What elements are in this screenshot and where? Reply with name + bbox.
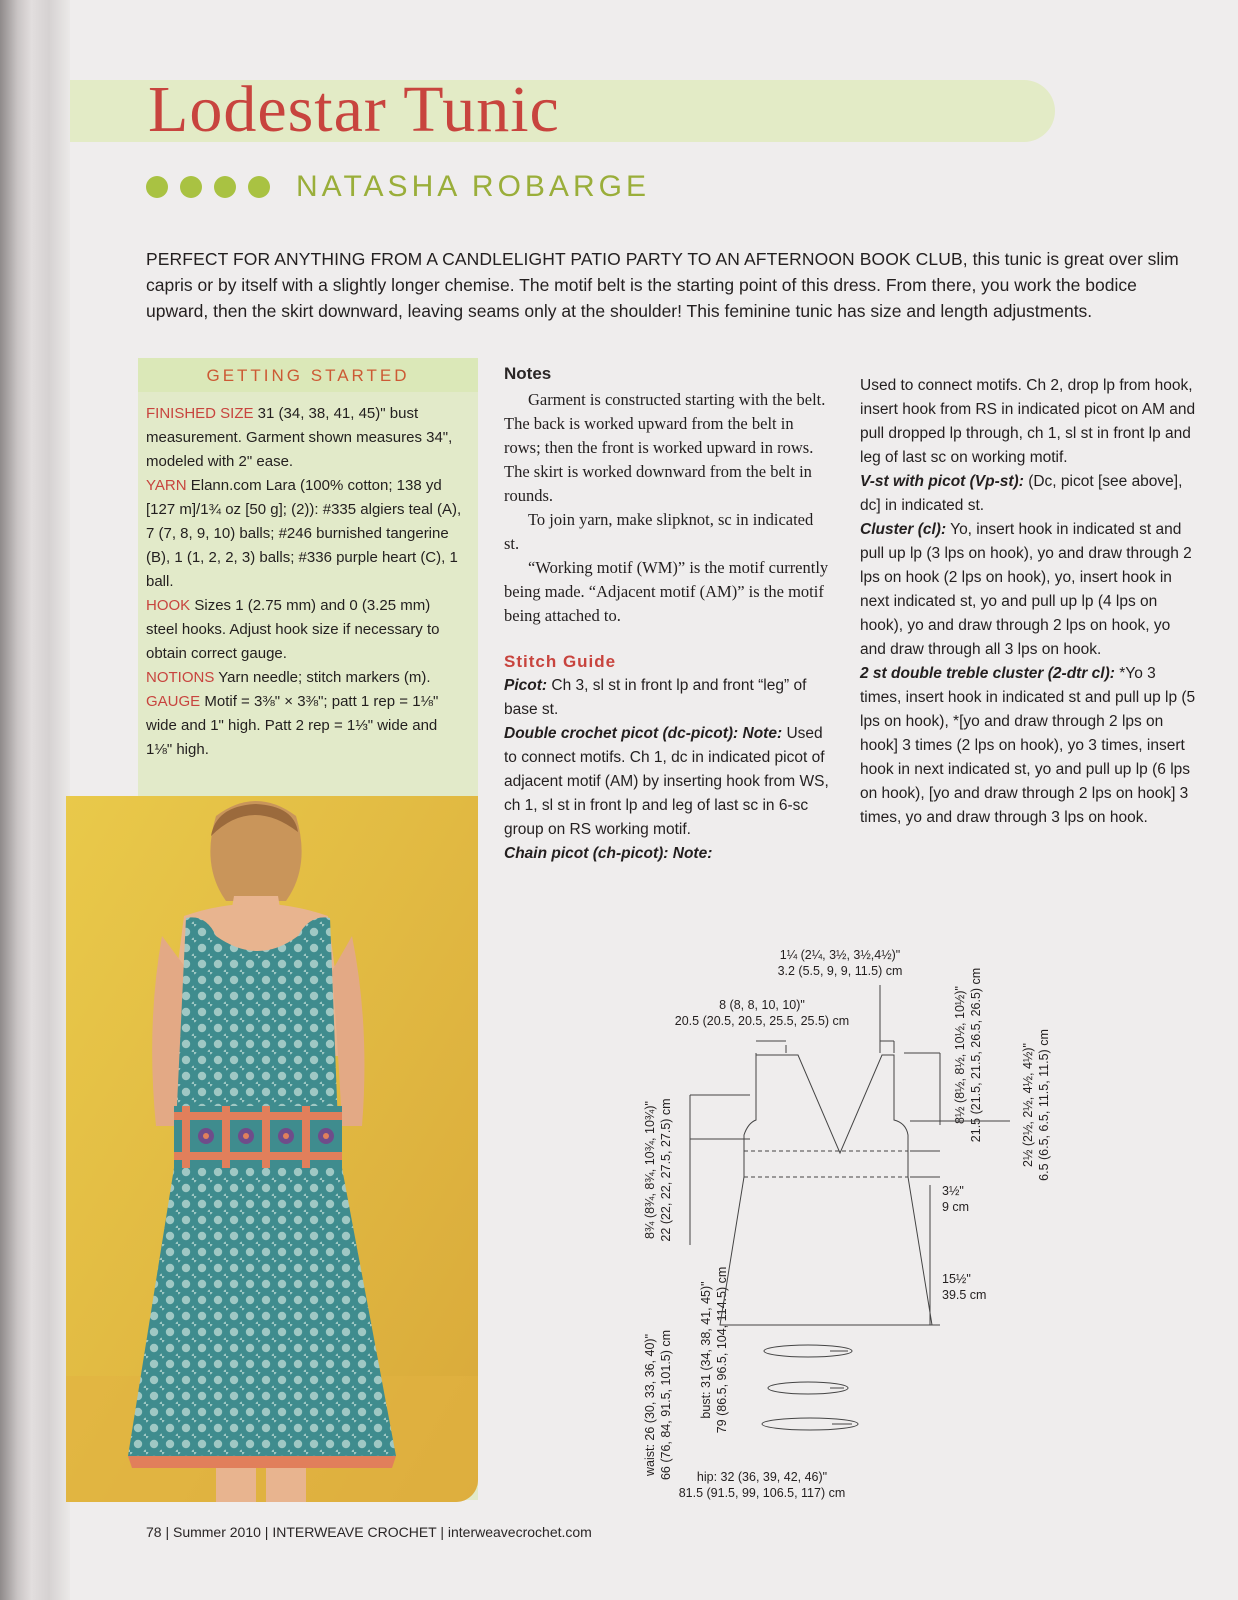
shoulder-width-cm: 3.2 (5.5, 9, 9, 11.5) cm (777, 964, 903, 978)
waist-in: waist: 26 (30, 33, 36, 40)" (643, 1333, 657, 1477)
notes-paragraph: “Working motif (WM)” is the motif currently being made. “Adjacent motif (AM)” is the motif being attached to. (504, 558, 829, 625)
dot-icon (146, 176, 168, 198)
stitch-text: Used to connect motifs. Ch 1, dc in indicated picot of adjacent motif (AM) by inserting hook from WS, ch 1, sl st in front lp and leg of last sc in 6-sc group on RS working motif. (504, 725, 829, 838)
stitch-text: Ch 3, sl st in front lp and front “leg” of base st. (504, 677, 807, 718)
stitch-entry-cluster (860, 518, 1200, 662)
notes-paragraph: Garment is constructed starting with the belt. The back is worked upward from the belt in rows; then the front is worked upward in rows. The skirt is worked downward from the belt in rounds. (504, 390, 826, 505)
hook-text: Sizes 1 (2.75 mm) and 0 (3.25 mm) steel hooks. Adjust hook size if necessary to obtain correct gauge. (146, 597, 440, 662)
finished-size-label: FINISHED SIZE (146, 405, 254, 422)
yarn-label: YARN (146, 477, 187, 494)
notions-text: Yarn needle; stitch markers (m). (214, 669, 431, 686)
intro-paragraph (146, 246, 1201, 324)
shoulder-width-in: 1¼ (2¼, 3½, 3½,4½)" (779, 948, 901, 962)
notions-label: NOTIONS (146, 669, 215, 686)
stitch-entry-ch-picot: Used to connect motifs. Ch 2, drop lp from hook, insert hook from RS in indicated picot on AM and pull dropped lp through, ch 1, sl st in front lp and leg of last sc on working motif. (860, 377, 1196, 466)
neck-width-cm: 20.5 (20.5, 20.5, 25.5, 25.5) cm (674, 1014, 850, 1028)
tunic-photo-illustration (66, 796, 478, 1502)
bust-cm: 79 (86.5, 96.5, 104, 114.5) cm (715, 1266, 729, 1434)
garment-schematic (640, 945, 1070, 1505)
stitch-term: V-st with picot (Vp-st): (860, 473, 1024, 490)
gauge-entry (146, 690, 466, 762)
notions-entry (146, 666, 466, 690)
author-name: NATASHA ROBARGE (296, 170, 650, 203)
belt-height-cm: 9 cm (942, 1200, 970, 1214)
skirt-length-cm: 39.5 cm (942, 1288, 987, 1302)
stitch-entry-vp-st (860, 470, 1200, 518)
stitch-entry-dc-picot (504, 722, 829, 842)
stitch-guide-column-continued (860, 374, 1200, 830)
dot-icon (180, 176, 202, 198)
hip-cm: 81.5 (91.5, 99, 106.5, 117) cm (678, 1486, 846, 1500)
stitch-text: Yo, insert hook in indicated st and pull up lp (3 lps on hook), yo and draw through 2 lps on hook (2 lps on hook), yo, insert hook in next indicated st, yo and pull up lp (4 lps on hook), yo and draw through 2 lps on hook, yo and draw through all 3 lps on hook. (860, 521, 1192, 658)
stitch-text: *Yo 3 times, insert hook in indicated st and pull up lp (5 lps on hook), *[yo and draw through 2 lps on hook] 3 times (2 lps on hook), yo 3 times, insert hook in next indicated st, yo and pull up lp (6 lps on hook), [yo and draw through 2 lps on hook] 3 times, yo and draw through 3 lps on hook. (860, 665, 1196, 826)
gauge-text: Motif = 3⅜" × 3⅜"; patt 1 rep = 1⅛" wide and 1" high. Patt 2 rep = 1⅓" wide and 1⅛" high. (146, 693, 439, 758)
notes-paragraph: To join yarn, make slipknot, sc in indicated st. (504, 510, 814, 553)
hook-label: HOOK (146, 597, 191, 614)
stitch-term: Chain picot (ch-picot): Note: (504, 845, 713, 862)
notes-column (504, 364, 829, 866)
binding-spine (0, 0, 70, 1600)
intro-lead: PERFECT FOR ANYTHING FROM A CANDLELIGHT PATIO PARTY TO AN AFTERNOON BOOK CLUB, (146, 249, 968, 269)
tunic-photo (66, 796, 478, 1502)
stitch-term: Cluster (cl): (860, 521, 947, 538)
neck-depth-in: 8½ (8½, 8½, 10½, 10½)" (953, 986, 967, 1124)
yarn-entry (146, 474, 466, 594)
article-title: Lodestar Tunic (148, 73, 560, 146)
intro-body: this tunic is great over slim capris or by itself with a slightly longer chemise. The motif belt is the starting point of this dress. From there, you work the bodice upward, then the skirt downward, leaving seams only at the shoulder! This feminine tunic has size and length adjustments. (146, 249, 1179, 321)
stitch-entry-2-dtr-cl (860, 662, 1200, 830)
yarn-text: Elann.com Lara (100% cotton; 138 yd [127 m]/1¾ oz [50 g]; (2)): #335 algiers teal (A), 7 (7, 8, 9, 10) balls; #246 burnished tangerine (B), 1 (1, 2, 2, 3) balls; #336 purple heart (C), 1 ball. (146, 477, 462, 590)
neck-depth-cm: 21.5 (21.5, 21.5, 26.5, 26.5) cm (969, 967, 983, 1143)
notes-body (504, 388, 829, 628)
stitch-text: (Dc, picot [see above], dc] in indicated st. (860, 473, 1183, 514)
gauge-label: GAUGE (146, 693, 201, 710)
armhole-depth-in: 8¾ (8¾, 8¾, 10¾, 10¾)" (643, 1101, 657, 1239)
stitch-entry-picot (504, 674, 829, 722)
stitch-term: Picot: (504, 677, 548, 694)
stitch-term: Double crochet picot (dc-picot): Note: (504, 725, 783, 742)
skirt-length-in: 15½" (942, 1272, 971, 1286)
belt-height-in: 3½" (942, 1184, 964, 1198)
notes-heading: Notes (504, 364, 552, 383)
stitch-guide-body (504, 674, 829, 866)
page-footer: 78 | Summer 2010 | INTERWEAVE CROCHET | interweavecrochet.com (146, 1524, 592, 1540)
getting-started-body (146, 402, 466, 762)
underarm-in: 2½ (2½, 2½, 4½, 4½)" (1021, 1043, 1035, 1167)
tunic-outline (720, 1055, 932, 1325)
underarm-cm: 6.5 (6.5, 6.5, 11.5, 11.5) cm (1037, 1029, 1051, 1181)
dot-icon (214, 176, 236, 198)
stitch-entry-ch-picot-start (504, 842, 829, 866)
hip-in: hip: 32 (36, 39, 42, 46)" (696, 1470, 828, 1484)
finished-size-text: 31 (34, 38, 41, 45)" bust measurement. Garment shown measures 34", modeled with 2" ease. (146, 405, 453, 470)
stitch-term: 2 st double treble cluster (2-dtr cl): (860, 665, 1115, 682)
waist-cm: 66 (76, 84, 91.5, 101.5) cm (659, 1329, 673, 1481)
getting-started-title: GETTING STARTED (206, 366, 410, 385)
stitch-guide-heading: Stitch Guide (504, 652, 617, 671)
byline (146, 170, 650, 204)
dot-icon (248, 176, 270, 198)
neck-width-in: 8 (8, 8, 10, 10)" (719, 998, 805, 1012)
armhole-depth-cm: 22 (22, 22, 27.5, 27.5) cm (659, 1098, 673, 1242)
hook-entry (146, 594, 466, 666)
bust-in: bust: 31 (34, 38, 41, 45)" (699, 1281, 713, 1419)
finished-size-entry (146, 402, 466, 474)
